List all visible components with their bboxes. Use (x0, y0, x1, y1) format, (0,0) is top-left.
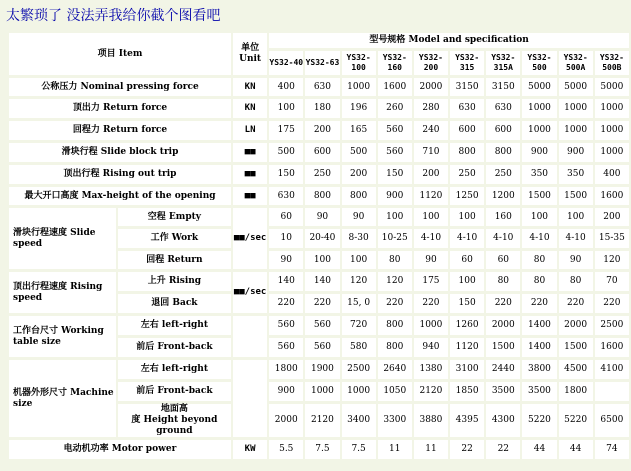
value-cell: 10-25 (378, 229, 412, 248)
value-cell: 220 (559, 294, 593, 313)
unit-cell: ■■/sec (233, 208, 267, 269)
model-header: YS32-160 (378, 51, 412, 75)
table-row (9, 99, 629, 118)
value-cell: 800 (450, 143, 484, 162)
value-cell: 150 (269, 165, 303, 184)
value-cell: 15, 0 (342, 294, 376, 313)
value-cell: 60 (450, 251, 484, 269)
value-cell: 250 (486, 165, 520, 184)
value-cell: 350 (559, 165, 593, 184)
value-cell: 100 (450, 272, 484, 291)
value-cell: 150 (450, 294, 484, 313)
value-cell: 220 (305, 294, 339, 313)
value-cell: 1200 (486, 187, 520, 205)
value-cell: 165 (342, 121, 376, 140)
value-cell: 60 (269, 208, 303, 226)
value-cell: 100 (305, 251, 339, 269)
value-cell: 1000 (342, 78, 376, 96)
value-cell: 4-10 (450, 229, 484, 248)
value-cell: 2120 (305, 404, 339, 437)
value-cell: 200 (342, 165, 376, 184)
value-cell: 900 (522, 143, 556, 162)
value-cell: 1000 (342, 382, 376, 401)
value-cell: 710 (414, 143, 448, 162)
value-cell: 560 (378, 143, 412, 162)
value-cell: 400 (595, 165, 629, 184)
value-cell: 2000 (486, 316, 520, 335)
unit-cell (233, 360, 267, 437)
value-cell: 3300 (378, 404, 412, 437)
value-cell: 100 (522, 208, 556, 226)
value-cell: 6500 (595, 404, 629, 437)
value-cell: 600 (450, 121, 484, 140)
value-cell: 220 (486, 294, 520, 313)
value-cell: 2440 (486, 360, 520, 379)
value-cell: 580 (342, 338, 376, 357)
value-cell: 260 (378, 99, 412, 118)
height-label-b: 度 Height beyond ground (131, 415, 218, 436)
table-row (9, 360, 629, 379)
value-cell: 11 (414, 440, 448, 459)
value-cell: 630 (450, 99, 484, 118)
value-cell: 90 (342, 208, 376, 226)
value-cell: 560 (378, 121, 412, 140)
value-cell: 500 (342, 143, 376, 162)
value-cell: 560 (269, 338, 303, 357)
table-row (9, 187, 629, 205)
model-header: YS32-63 (305, 51, 339, 75)
value-cell: 2000 (269, 404, 303, 437)
model-header: YS32-500A (559, 51, 593, 75)
value-cell: 7.5 (305, 440, 339, 459)
value-cell: 560 (305, 316, 339, 335)
value-cell: 1000 (522, 99, 556, 118)
sub-label: 左右 left-right (118, 316, 231, 335)
value-cell: 140 (269, 272, 303, 291)
value-cell: 180 (305, 99, 339, 118)
value-cell: 2500 (342, 360, 376, 379)
value-cell: 220 (522, 294, 556, 313)
group-table-size: 工作台尺寸 Working table size (9, 316, 116, 357)
sub-label-height (118, 404, 231, 437)
value-cell: 20-40 (305, 229, 339, 248)
value-cell: 600 (305, 143, 339, 162)
unit-cell: KN (233, 78, 267, 96)
value-cell: 800 (342, 187, 376, 205)
value-cell: 2500 (595, 316, 629, 335)
value-cell: 240 (414, 121, 448, 140)
value-cell: 80 (378, 251, 412, 269)
value-cell: 22 (450, 440, 484, 459)
unit-cell: LN (233, 121, 267, 140)
value-cell: 1850 (450, 382, 484, 401)
value-cell: 600 (486, 121, 520, 140)
value-cell: 200 (595, 208, 629, 226)
value-cell: 220 (269, 294, 303, 313)
value-cell: 630 (305, 78, 339, 96)
table-row (9, 121, 629, 140)
value-cell: 7.5 (342, 440, 376, 459)
value-cell: 630 (269, 187, 303, 205)
model-header: YS32-200 (414, 51, 448, 75)
value-cell: 74 (595, 440, 629, 459)
value-cell: 90 (414, 251, 448, 269)
value-cell: 900 (269, 382, 303, 401)
sub-label: 退回 Back (118, 294, 231, 313)
value-cell: 80 (522, 251, 556, 269)
table-row (9, 316, 629, 335)
value-cell: 4395 (450, 404, 484, 437)
value-cell: 1050 (378, 382, 412, 401)
value-cell: 80 (559, 272, 593, 291)
value-cell: 1500 (559, 338, 593, 357)
value-cell: 1000 (595, 99, 629, 118)
value-cell: 280 (414, 99, 448, 118)
table-row (9, 143, 629, 162)
value-cell: 8-30 (342, 229, 376, 248)
table-row (9, 272, 629, 291)
sub-label: 前后 Front-back (118, 338, 231, 357)
value-cell: 200 (414, 165, 448, 184)
row-label-return_force2: 回程力 Return force (9, 121, 231, 140)
value-cell: 720 (342, 316, 376, 335)
value-cell: 120 (378, 272, 412, 291)
value-cell: 4-10 (559, 229, 593, 248)
value-cell: 4500 (559, 360, 593, 379)
value-cell: 250 (305, 165, 339, 184)
sub-label: 前后 Front-back (118, 382, 231, 401)
value-cell: 1380 (414, 360, 448, 379)
row-label-nominal: 公称压力 Nominal pressing force (9, 78, 231, 96)
value-cell: 15-35 (595, 229, 629, 248)
value-cell: 4300 (486, 404, 520, 437)
value-cell: 160 (486, 208, 520, 226)
table-row (9, 165, 629, 184)
value-cell: 1260 (450, 316, 484, 335)
value-cell: 3150 (450, 78, 484, 96)
table-row (9, 208, 629, 226)
value-cell: 3800 (522, 360, 556, 379)
value-cell: 250 (450, 165, 484, 184)
model-header: YS32-500B (595, 51, 629, 75)
value-cell: 800 (378, 338, 412, 357)
value-cell: 3100 (450, 360, 484, 379)
value-cell: 1600 (378, 78, 412, 96)
value-cell: 1600 (595, 187, 629, 205)
group-rising-speed: 顶出行程速度 Rising speed (9, 272, 116, 313)
group-machine-size: 机器外形尺寸 Machine size (9, 360, 116, 437)
value-cell: 22 (486, 440, 520, 459)
value-cell: 4-10 (414, 229, 448, 248)
value-cell: 1250 (450, 187, 484, 205)
value-cell: 1900 (305, 360, 339, 379)
value-cell: 500 (269, 143, 303, 162)
value-cell: 1800 (269, 360, 303, 379)
value-cell: 940 (414, 338, 448, 357)
header-model-spec: 型号规格 Model and specification (269, 33, 629, 48)
value-cell: 1000 (595, 121, 629, 140)
unit-cell: ■■/sec (233, 272, 267, 313)
value-cell: 80 (486, 272, 520, 291)
sub-label: 回程 Return (118, 251, 231, 269)
table-row (9, 78, 629, 96)
value-cell: 175 (269, 121, 303, 140)
value-cell: 150 (378, 165, 412, 184)
value-cell: 10 (269, 229, 303, 248)
value-cell: 1400 (522, 338, 556, 357)
model-header: YS32-40 (269, 51, 303, 75)
value-cell: 1400 (522, 316, 556, 335)
sub-label: 工作 Work (118, 229, 231, 248)
value-cell: 80 (522, 272, 556, 291)
height-label-a: 地面高 (160, 404, 188, 414)
value-cell: 11 (378, 440, 412, 459)
value-cell: 1120 (414, 187, 448, 205)
value-cell: 1500 (559, 187, 593, 205)
value-cell: 5220 (559, 404, 593, 437)
spec-table-wrap (9, 33, 625, 471)
header-unit: 单位 Unit (233, 33, 267, 75)
value-cell: 3500 (486, 382, 520, 401)
table-row (9, 33, 629, 48)
unit-cell: ■■ (233, 187, 267, 205)
unit-cell: ■■ (233, 165, 267, 184)
row-label-max_opening: 最大开口高度 Max-height of the opening (9, 187, 231, 205)
value-cell: 220 (378, 294, 412, 313)
value-cell: 1000 (595, 143, 629, 162)
value-cell: 200 (305, 121, 339, 140)
value-cell: 2640 (378, 360, 412, 379)
value-cell: 140 (305, 272, 339, 291)
value-cell: 120 (595, 251, 629, 269)
value-cell: 60 (486, 251, 520, 269)
value-cell: 800 (486, 143, 520, 162)
value-cell: 1000 (522, 121, 556, 140)
value-cell: 100 (559, 208, 593, 226)
header-item: 项目 Item (9, 33, 231, 75)
value-cell: 70 (595, 272, 629, 291)
value-cell: 44 (559, 440, 593, 459)
value-cell: 100 (378, 208, 412, 226)
unit-cell (233, 316, 267, 357)
model-header: YS32-500 (522, 51, 556, 75)
value-cell: 175 (414, 272, 448, 291)
value-cell: 1500 (522, 187, 556, 205)
value-cell: 900 (559, 143, 593, 162)
sub-label: 左右 left-right (118, 360, 231, 379)
spec-table (7, 30, 631, 462)
value-cell: 100 (342, 251, 376, 269)
page-caption: 太繁琐了 没法弄我给你截个图看吧 (6, 8, 221, 24)
value-cell: 5000 (559, 78, 593, 96)
value-cell: 90 (269, 251, 303, 269)
value-cell: 400 (269, 78, 303, 96)
value-cell: 2000 (414, 78, 448, 96)
value-cell: 4100 (595, 360, 629, 379)
value-cell: 5.5 (269, 440, 303, 459)
value-cell: 1120 (450, 338, 484, 357)
unit-cell: KW (233, 440, 267, 459)
value-cell: 1000 (305, 382, 339, 401)
value-cell: 4-10 (486, 229, 520, 248)
group-slide-speed: 滑块行程速度 Slide speed (9, 208, 116, 269)
value-cell: 100 (450, 208, 484, 226)
value-cell: 220 (414, 294, 448, 313)
value-cell: 4-10 (522, 229, 556, 248)
value-cell: 90 (305, 208, 339, 226)
row-label-slide_trip: 滑块行程 Slide block trip (9, 143, 231, 162)
value-cell: 5000 (522, 78, 556, 96)
value-cell: 5000 (595, 78, 629, 96)
model-header: YS32-315 (450, 51, 484, 75)
value-cell: 630 (486, 99, 520, 118)
value-cell: 3880 (414, 404, 448, 437)
row-label-return_force: 顶出力 Return force (9, 99, 231, 118)
value-cell: 1000 (559, 121, 593, 140)
model-header: YS32-100 (342, 51, 376, 75)
value-cell: 800 (305, 187, 339, 205)
value-cell: 196 (342, 99, 376, 118)
value-cell: 1000 (559, 99, 593, 118)
value-cell: 560 (305, 338, 339, 357)
row-label-rising_trip: 顶出行程 Rising out trip (9, 165, 231, 184)
value-cell: 90 (559, 251, 593, 269)
value-cell: 2000 (559, 316, 593, 335)
sub-label: 空程 Empty (118, 208, 231, 226)
value-cell: 3400 (342, 404, 376, 437)
value-cell: 44 (522, 440, 556, 459)
row-label-motor: 电动机功率 Motor power (9, 440, 231, 459)
value-cell: 1500 (486, 338, 520, 357)
value-cell (595, 382, 629, 401)
sub-label: 上升 Rising (118, 272, 231, 291)
value-cell: 560 (269, 316, 303, 335)
value-cell: 1600 (595, 338, 629, 357)
value-cell: 100 (414, 208, 448, 226)
value-cell: 3500 (522, 382, 556, 401)
value-cell: 220 (595, 294, 629, 313)
unit-cell: ■■ (233, 143, 267, 162)
value-cell: 3150 (486, 78, 520, 96)
unit-cell: KN (233, 99, 267, 118)
value-cell: 100 (269, 99, 303, 118)
value-cell: 120 (342, 272, 376, 291)
table-row (9, 440, 629, 459)
model-header: YS32-315A (486, 51, 520, 75)
value-cell: 800 (378, 316, 412, 335)
value-cell: 1000 (414, 316, 448, 335)
value-cell: 1800 (559, 382, 593, 401)
value-cell: 5220 (522, 404, 556, 437)
value-cell: 350 (522, 165, 556, 184)
value-cell: 900 (378, 187, 412, 205)
value-cell: 2120 (414, 382, 448, 401)
